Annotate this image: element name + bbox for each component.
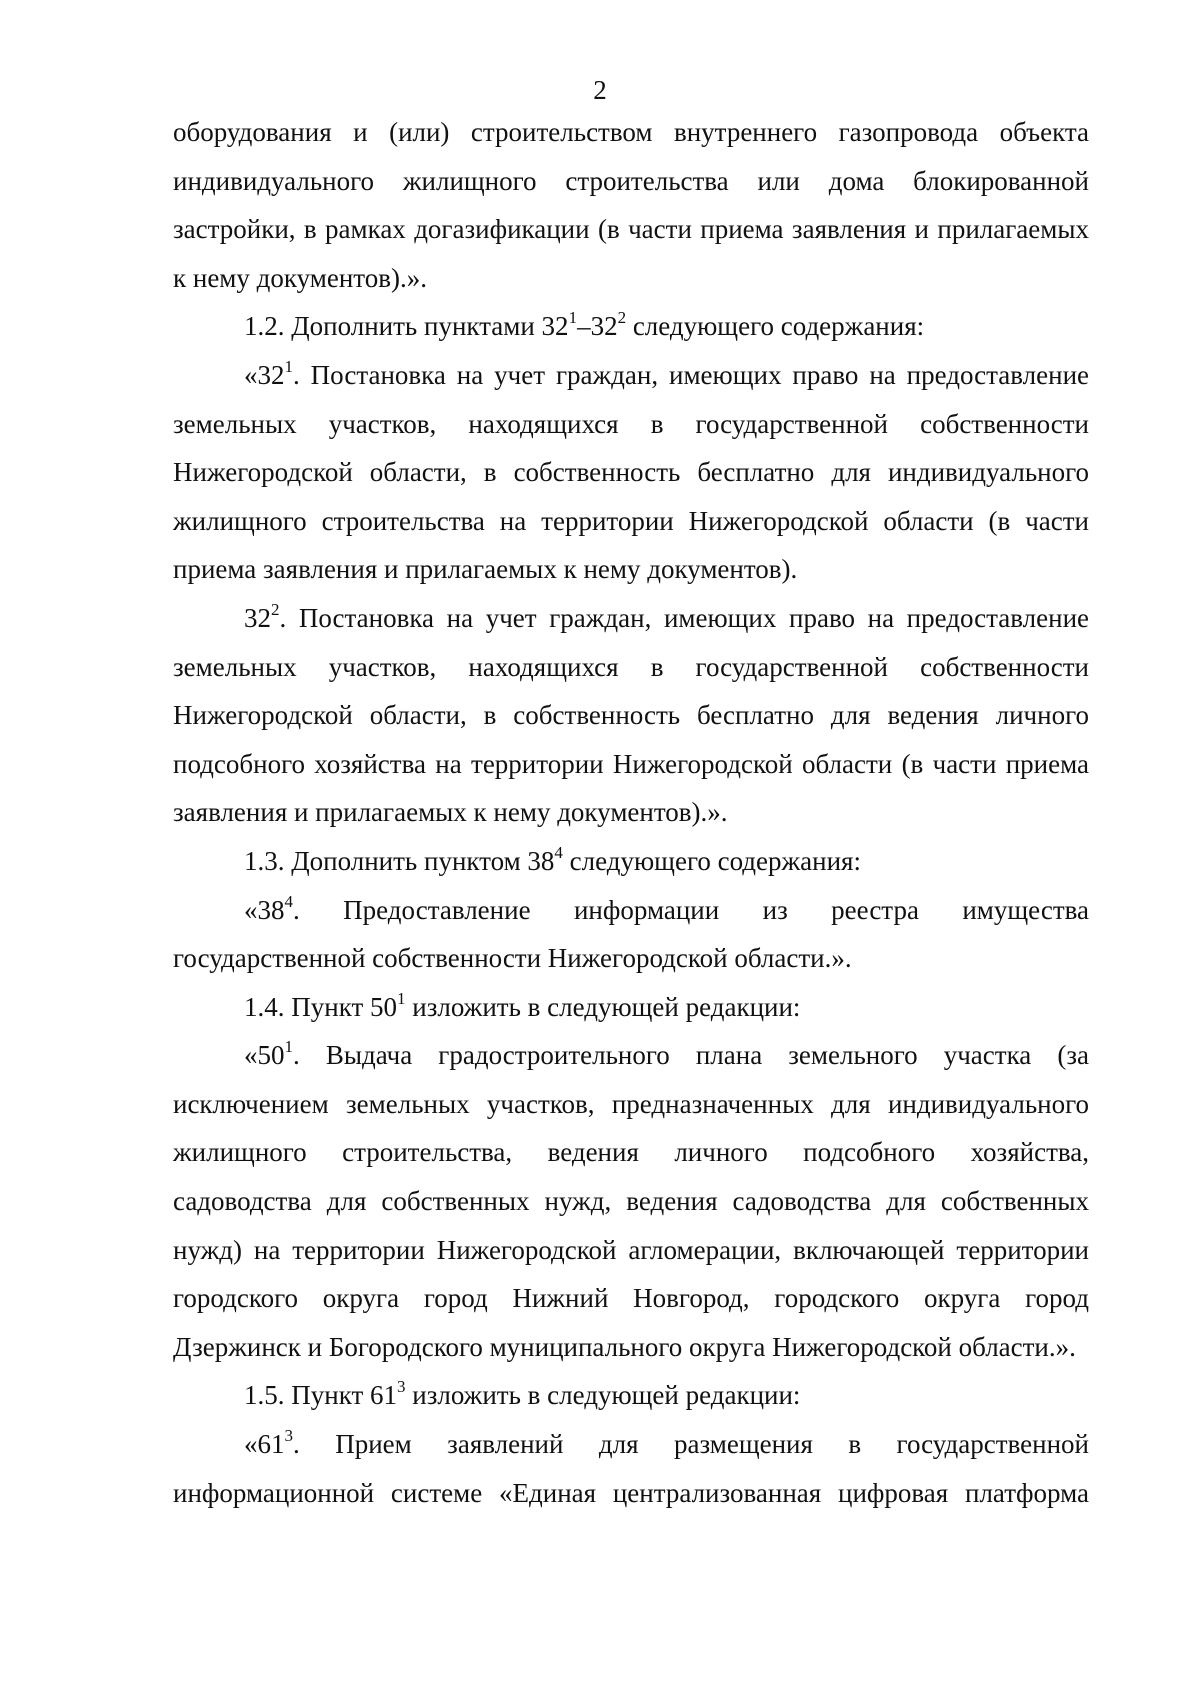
superscript-index: 3 — [397, 1377, 406, 1397]
superscript-index: 1 — [568, 308, 578, 328]
paragraph-text: 1.4. Пункт 50 — [244, 991, 398, 1022]
paragraph-text: изложить в следующей редакции: — [405, 1380, 801, 1411]
paragraph-text: . Предоставление информации из реестра имущества государственной собственности Нижегородской области.». — [173, 894, 1089, 974]
superscript-index: 1 — [284, 356, 293, 376]
paragraph-text: «50 — [244, 1040, 285, 1071]
page-number: 2 — [593, 75, 607, 105]
paragraph-continuation — [173, 108, 1089, 302]
paragraph-text: . Прием заявлений для размещения в государственной информационной системе «Единая централизованная цифровая платформа — [173, 1429, 1089, 1508]
paragraph-text: оборудования и (или) строительством внутреннего газопровода объекта индивидуального жилищного строительства или дома блокированной застройки, в рамках догазификации (в части приема заявления и прилагаемых к нему документов).». — [173, 117, 1089, 293]
superscript-index: 4 — [554, 842, 563, 862]
paragraph-38-4 — [173, 886, 1089, 983]
paragraph-text: изложить в следующей редакции: — [405, 991, 801, 1022]
paragraph-32-1 — [173, 351, 1089, 594]
paragraph-50-1 — [173, 1031, 1089, 1371]
superscript-index: 4 — [284, 891, 293, 911]
paragraph-1-3-heading — [173, 837, 1089, 886]
paragraph-32-2 — [173, 594, 1089, 837]
paragraph-text: . Постановка на учет граждан, имеющих право на предоставление земельных участков, находящихся в государственной собственности Нижегородской области, в собственность бесплатно для ведения личного подсобного хозяйства на территории Нижегородской области (в части приема заявления и прилагаемых к нему документов).». — [173, 602, 1089, 828]
paragraph-text: «61 — [244, 1429, 285, 1460]
paragraph-text: 1.2. Дополнить пунктами 32 — [244, 311, 569, 342]
paragraph-1-2-heading — [173, 302, 1089, 351]
paragraph-text: «32 — [244, 359, 285, 390]
paragraph-text: –32 — [577, 311, 618, 342]
paragraph-text: 1.3. Дополнить пунктом 38 — [244, 845, 555, 876]
paragraph-text: «38 — [244, 894, 285, 925]
paragraph-61-3 — [173, 1420, 1089, 1517]
paragraph-text: следующего содержания: — [626, 311, 925, 342]
paragraph-text: 32 — [244, 602, 271, 633]
superscript-index: 1 — [284, 1037, 293, 1057]
superscript-index: 3 — [284, 1426, 293, 1446]
superscript-index: 1 — [397, 988, 406, 1008]
paragraph-text: . Постановка на учет граждан, имеющих право на предоставление земельных участков, находящихся в государственной собственности Нижегородской области, в собственность бесплатно для индивидуального жилищного строительства на территории Нижегородской области (в части приема заявления и прилагаемых к нему документов). — [173, 359, 1089, 585]
paragraph-1-5-heading — [173, 1371, 1089, 1420]
paragraph-text: 1.5. Пункт 61 — [244, 1380, 398, 1411]
paragraph-text: следующего содержания: — [562, 845, 861, 876]
superscript-index: 2 — [617, 308, 627, 328]
superscript-index: 2 — [271, 599, 280, 619]
paragraph-text: . Выдача градостроительного плана земельного участка (за исключением земельных участков, предназначенных для индивидуального жилищного строительства, ведения личного подсобного хозяйства, садоводства для собственных нужд, ведения садоводства для собственных нужд) на территории Нижегородской агломерации, включающей территории городского округа город Нижний Новгород, городского округа город Дзержинск и Богородского муниципального округа Нижегородской области.». — [173, 1040, 1089, 1362]
paragraph-1-4-heading — [173, 983, 1089, 1032]
document-body — [173, 108, 1089, 1517]
